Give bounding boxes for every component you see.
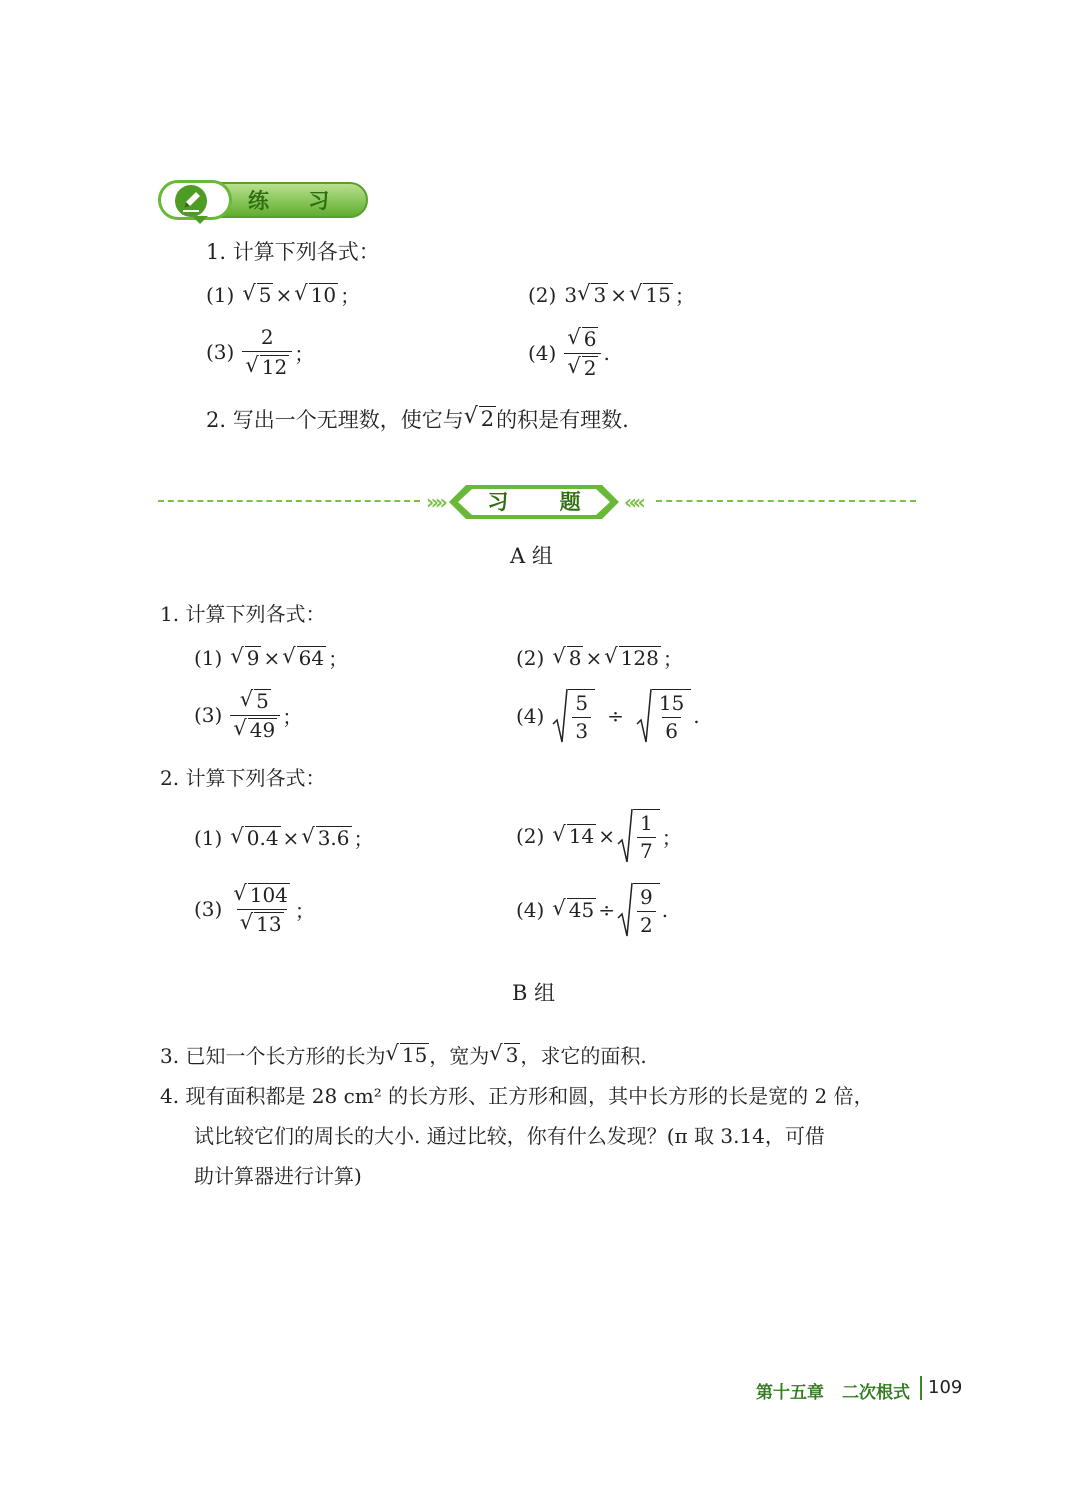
footer-chapter: 第十五章 [756, 1383, 824, 1403]
sqrt-symbol: √ [301, 823, 315, 848]
radicand: 45 [568, 898, 595, 922]
item-label: (4) [528, 341, 557, 365]
item-label: (2) [516, 645, 545, 670]
sqrt-symbol: √ [245, 352, 259, 377]
item-label: (2) [528, 282, 557, 307]
denominator: 3 [572, 717, 591, 743]
coefficient: 3 [564, 282, 578, 307]
practice-q1-item3 [206, 326, 314, 379]
practice-q1-item4 [528, 326, 610, 380]
semicolon: ； [661, 825, 682, 850]
times-sign: × [282, 825, 300, 850]
times-sign: × [585, 645, 603, 670]
sqrt-symbol: √ [552, 896, 566, 920]
radical [552, 643, 583, 670]
sqrt-symbol: √ [230, 643, 244, 668]
numerator [564, 326, 601, 353]
fraction [564, 326, 601, 380]
radical [489, 1040, 520, 1067]
item-label: (1) [194, 825, 223, 850]
radical [552, 898, 596, 922]
divide-sign: ÷ [598, 898, 615, 922]
period: . [603, 341, 610, 365]
fraction [572, 692, 591, 743]
sqrt-symbol: √ [567, 354, 581, 378]
semicolon: ； [294, 341, 315, 366]
semicolon: ； [662, 647, 683, 671]
practice-banner [158, 180, 370, 220]
q2-text-after: 的积是有理数. [496, 408, 629, 432]
radicand: 5 [258, 282, 272, 307]
exercise-q4-line2: 试比较它们的周长的大小. 通过比较，你有什么发现？(π 取 3.14，可借 [194, 1124, 825, 1148]
group-a-heading: A 组 [510, 544, 553, 568]
practice-q1-text: 1. 计算下列各式： [206, 240, 380, 264]
divider-right [656, 500, 916, 502]
footer-section: 二次根式 [842, 1383, 910, 1403]
exercise-q1-item4 [516, 688, 700, 744]
practice-title: 练 习 [248, 189, 346, 213]
radicand: 104 [249, 882, 288, 907]
denominator [242, 351, 292, 379]
sqrt-symbol: √ [604, 643, 618, 668]
fraction [242, 326, 292, 379]
sqrt-symbol: √ [239, 686, 254, 711]
fraction [230, 688, 280, 742]
radicand: 15 [645, 282, 671, 307]
practice-q2 [206, 404, 629, 434]
radicand: 64 [298, 645, 325, 670]
radical [617, 808, 660, 864]
item-label: (1) [206, 282, 235, 307]
item-label: (4) [516, 704, 545, 728]
radicand: 3.6 [317, 825, 350, 850]
sqrt-symbol [617, 882, 633, 938]
item-label: (2) [516, 824, 545, 848]
radical [628, 280, 673, 307]
radicand: 13 [256, 912, 282, 936]
radicand: 12 [261, 354, 288, 379]
radical [577, 280, 608, 307]
exercise-q2-item1 [194, 823, 374, 852]
group-b-heading: B 组 [512, 981, 556, 1005]
numerator: 5 [575, 691, 589, 715]
radicand: 8 [568, 645, 582, 670]
denominator [237, 909, 287, 937]
radicand: 5 [256, 688, 269, 713]
sqrt-symbol: √ [239, 910, 254, 934]
radical [385, 1040, 429, 1067]
q3-text-pre: 3. 已知一个长方形的长为 [160, 1044, 386, 1068]
sqrt-symbol: √ [385, 1040, 399, 1065]
numerator: 2 [260, 325, 274, 349]
denominator [230, 715, 280, 743]
banner-pointer [192, 216, 208, 224]
footer-divider [920, 1376, 922, 1400]
sqrt-symbol [617, 808, 633, 864]
sqrt-symbol: √ [242, 280, 256, 305]
radical [604, 643, 661, 670]
sqrt-symbol: √ [577, 280, 591, 305]
numerator: 15 [658, 691, 685, 715]
radical [301, 823, 351, 850]
divide-sign: ÷ [607, 704, 624, 728]
semicolon: ； [353, 827, 374, 851]
sqrt-symbol: √ [567, 324, 581, 349]
exercise-banner [448, 484, 620, 520]
radicand: 14 [568, 824, 595, 848]
sqrt-symbol: √ [233, 716, 247, 740]
sqrt-symbol: √ [552, 822, 566, 846]
radical [282, 643, 326, 670]
radicand: 128 [620, 645, 659, 670]
exercise-q1-text: 1. 计算下列各式： [160, 602, 326, 626]
sqrt-symbol: √ [552, 643, 566, 668]
numerator: 1 [639, 811, 653, 835]
item-label: (3) [194, 897, 223, 921]
denominator: 6 [662, 717, 681, 743]
q3-text-post: ，求它的面积. [520, 1044, 647, 1068]
times-sign: × [610, 282, 627, 307]
denominator [564, 353, 601, 381]
exercise-q2-item3 [194, 882, 315, 936]
item-label: (3) [206, 340, 235, 365]
radical [636, 688, 691, 744]
fraction [230, 882, 293, 936]
sqrt-symbol: √ [294, 280, 308, 305]
chevron-left-icon: «« [624, 490, 642, 514]
exercise-q2-text: 2. 计算下列各式： [160, 766, 326, 790]
semicolon: ； [340, 284, 361, 308]
sqrt-symbol: √ [282, 643, 296, 668]
radical [242, 280, 273, 307]
practice-q1-item1 [206, 280, 360, 309]
practice-q1-item2 [528, 280, 695, 309]
divider-left [158, 500, 420, 502]
exercise-q2-item2 [516, 808, 682, 864]
q3-text-mid: ，宽为 [429, 1044, 490, 1068]
exercise-title: 习 题 [487, 490, 603, 514]
radicand: 49 [249, 718, 276, 742]
page-number: 109 [928, 1377, 963, 1398]
times-sign: × [598, 824, 615, 848]
radicand: 3 [593, 282, 607, 307]
sqrt-symbol: √ [489, 1040, 503, 1065]
item-label: (3) [194, 703, 223, 727]
radicand: 0.4 [246, 825, 279, 850]
numerator [230, 882, 293, 909]
radical [294, 280, 338, 307]
exercise-q2-item4 [516, 882, 668, 938]
numerator [237, 688, 274, 715]
radical [230, 823, 280, 850]
radicand: 10 [310, 282, 337, 307]
pencil-icon [175, 185, 207, 217]
radicand: 9 [246, 645, 260, 670]
times-sign: × [275, 282, 293, 307]
radical [552, 824, 596, 848]
denominator: 2 [637, 911, 656, 937]
exercise-q3 [160, 1040, 647, 1069]
semicolon: ； [328, 647, 349, 671]
q2-text-before: 2. 写出一个无理数，使它与 [206, 408, 464, 432]
exercise-q1-item1 [194, 643, 348, 672]
sqrt-symbol: √ [463, 404, 478, 430]
semicolon: ； [294, 898, 315, 923]
radical [464, 406, 496, 431]
denominator: 7 [637, 837, 656, 863]
radical [617, 882, 660, 938]
sqrt-symbol: √ [628, 280, 643, 305]
radicand: 2 [480, 407, 495, 432]
radicand: 15 [401, 1042, 428, 1067]
times-sign: × [263, 645, 281, 670]
period: . [661, 898, 669, 922]
semicolon: ； [282, 704, 303, 729]
exercise-q4-line1: 4. 现有面积都是 28 cm² 的长方形、正方形和圆，其中长方形的长是宽的 2 倍， [160, 1084, 874, 1108]
chevron-right-icon: »» [426, 490, 444, 514]
numerator: 9 [639, 885, 653, 909]
semicolon: ； [674, 284, 695, 308]
radical [230, 643, 261, 670]
period: . [693, 704, 700, 728]
radicand: 2 [583, 356, 597, 380]
radical [552, 688, 595, 744]
sqrt-symbol: √ [230, 823, 244, 848]
exercise-q1-item2 [516, 643, 683, 672]
radicand: 3 [505, 1042, 519, 1067]
sqrt-symbol: √ [233, 880, 247, 905]
item-label: (1) [194, 645, 223, 670]
fraction [656, 692, 687, 743]
sqrt-symbol [552, 688, 568, 744]
sqrt-symbol [636, 688, 652, 744]
exercise-q1-item3 [194, 688, 302, 742]
item-label: (4) [516, 898, 545, 922]
radicand: 6 [583, 326, 597, 351]
practice-banner-badge [158, 180, 232, 220]
exercise-q4-line3: 助计算器进行计算) [194, 1164, 362, 1188]
fraction [637, 812, 656, 863]
fraction [637, 886, 656, 937]
